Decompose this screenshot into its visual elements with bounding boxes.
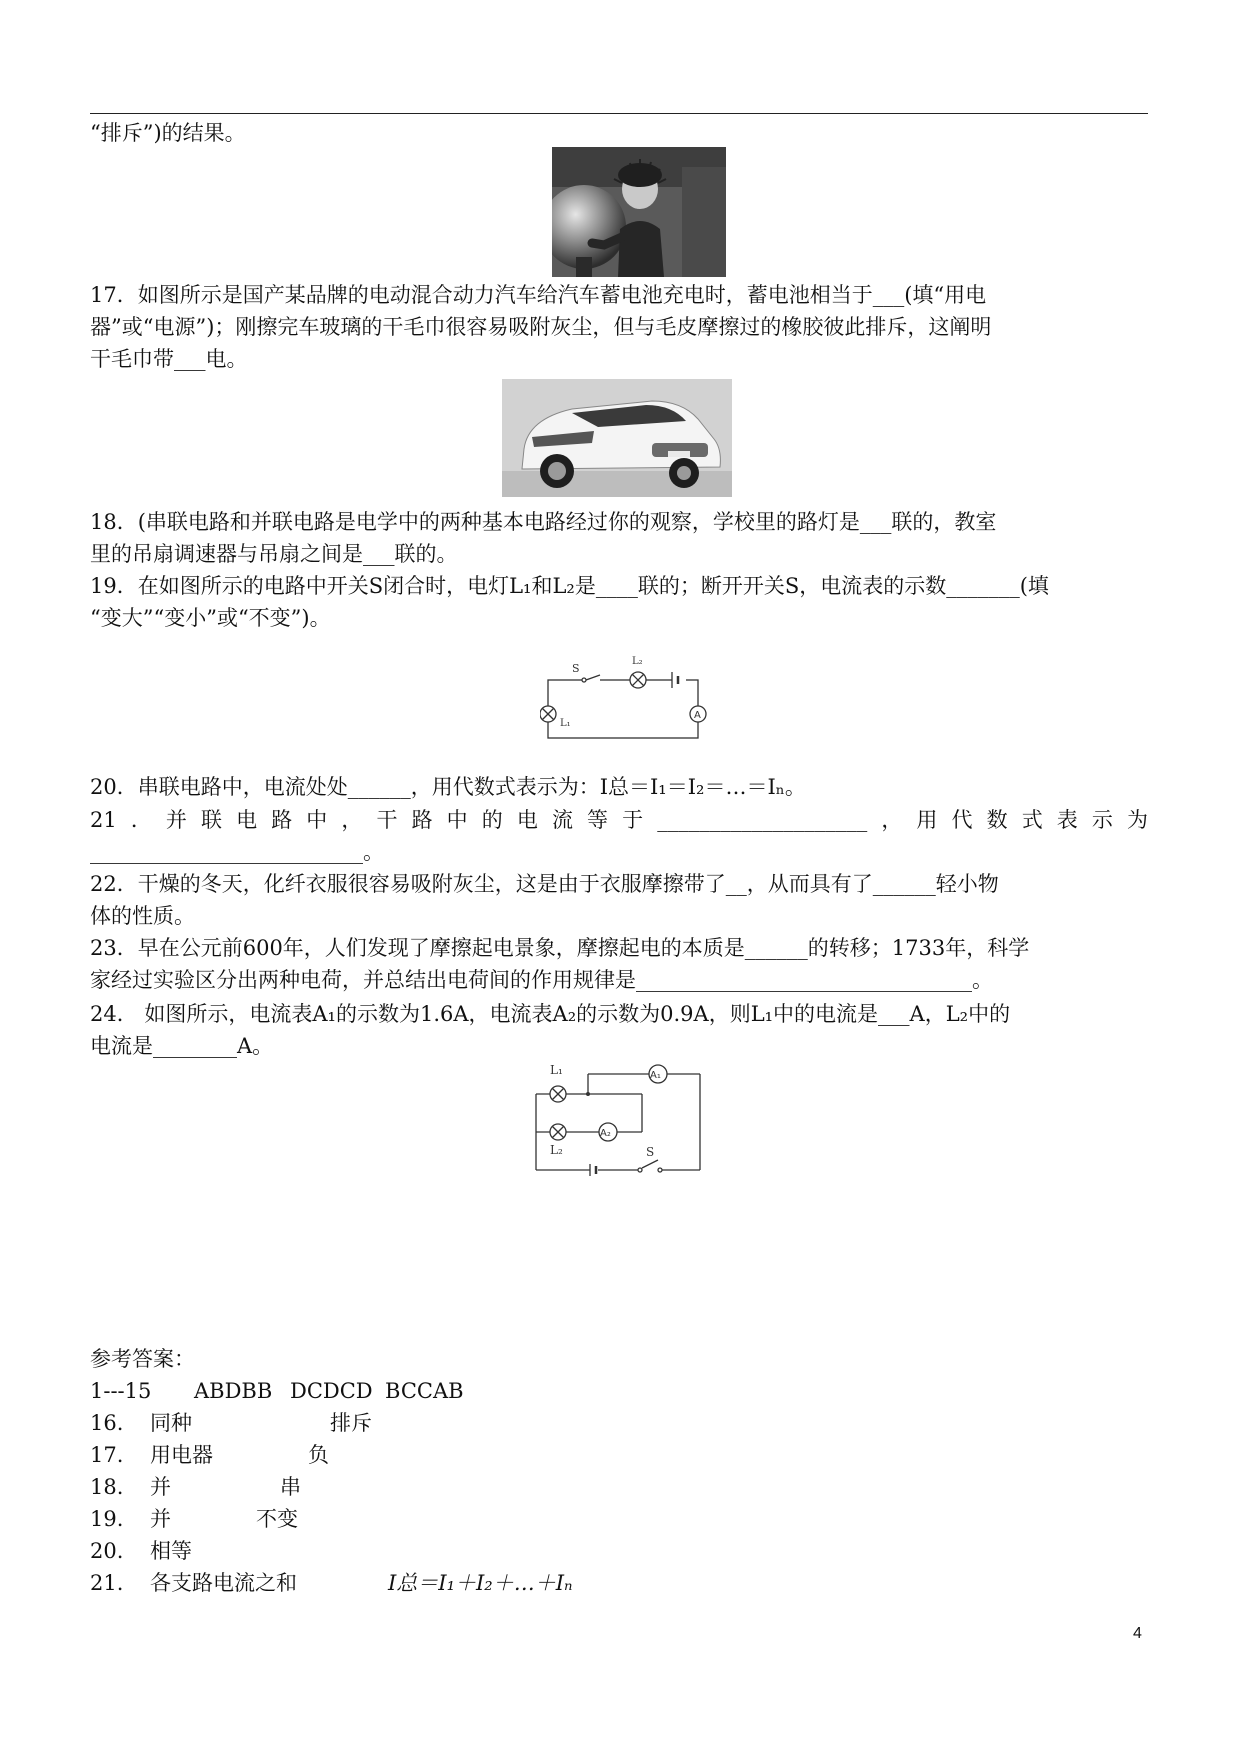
answer-num: 20. [90, 1539, 124, 1563]
answer-num: 17. [90, 1443, 124, 1467]
circuit2-l2-label: L₂ [550, 1143, 563, 1157]
answer-a: 相等 [150, 1539, 192, 1563]
answer-b: 排斥 [330, 1411, 372, 1435]
circuit2-switch-label: S [646, 1145, 655, 1159]
q21-line2: __________________________。 [90, 840, 384, 864]
hybrid-car-photo [502, 379, 732, 497]
choice-label: 1---15 [90, 1379, 152, 1403]
q24-line2: 电流是________A。 [90, 1034, 274, 1058]
answer-b: I总＝I₁＋I₂＋…＋Iₙ [388, 1571, 573, 1595]
answer-a: 并 [150, 1475, 171, 1499]
q20: 20．串联电路中，电流处处______，用代数式表示为：I总＝I₁＝I₂＝…＝Iₙ。 [90, 775, 806, 799]
circuit1-switch-label: S [572, 662, 580, 675]
q22-line1: 22．干燥的冬天，化纤衣服很容易吸附灰尘，这是由于衣服摩擦带了__，从而具有了______轻小物 [90, 872, 999, 896]
answer-a: 用电器 [150, 1443, 213, 1467]
answer-num: 18. [90, 1475, 124, 1499]
van-de-graaff-photo [552, 147, 726, 277]
q18-line2: 里的吊扇调速器与吊扇之间是___联的。 [90, 542, 458, 566]
choice-group: ABDBB [194, 1379, 273, 1403]
q24-line1: 24． 如图所示，电流表A₁的示数为1.6A，电流表A₂的示数为0.9A，则L₁中的电流是___A，L₂中的 [90, 1002, 1011, 1026]
answer-b: 负 [308, 1443, 329, 1467]
answer-num: 16. [90, 1411, 124, 1435]
header-rule [90, 113, 1148, 114]
circuit-diagram-q19 [540, 650, 710, 750]
q16-tail: “排斥”)的结果。 [90, 121, 246, 145]
answer-b: 不变 [256, 1507, 298, 1531]
circuit2-a1-label: A₁ [650, 1070, 661, 1081]
circuit2-l1-label: L₁ [550, 1063, 563, 1077]
page-number: 4 [1133, 1625, 1142, 1642]
q17-line2: 器”或“电源”)；刚擦完车玻璃的干毛巾很容易吸附灰尘，但与毛皮摩擦过的橡胶彼此排斥，这阐明 [90, 315, 992, 339]
q17-line1: 17．如图所示是国产某品牌的电动混合动力汽车给汽车蓄电池充电时，蓄电池相当于___(填“用电 [90, 283, 987, 307]
q21-line1: 21．并联电路中，干路中的电流等于____________________，用代数式表示为 [90, 808, 1148, 832]
answer-a: 同种 [150, 1411, 192, 1435]
circuit1-l1-label: L₁ [560, 718, 571, 729]
answer-a: 各支路电流之和 [150, 1571, 297, 1595]
choice-group: BCCAB [385, 1379, 464, 1403]
q19-line2: “变大”“变小”或“不变”)。 [90, 606, 331, 630]
circuit2-a2-label: A₂ [600, 1128, 611, 1139]
q23-line2: 家经过实验区分出两种电荷，并总结出电荷间的作用规律是________________________________。 [90, 968, 993, 992]
circuit-diagram-q24 [530, 1062, 710, 1180]
answer-num: 19. [90, 1507, 124, 1531]
answer-num: 21. [90, 1571, 124, 1595]
answer-b: 串 [280, 1475, 301, 1499]
circuit1-ammeter-label: A [694, 710, 701, 721]
q23-line1: 23．早在公元前600年，人们发现了摩擦起电景象，摩擦起电的本质是______的转移；1733年，科学 [90, 936, 1030, 960]
q19-line1: 19．在如图所示的电路中开关S闭合时，电灯L₁和L₂是____联的；断开开关S，电流表的示数_______(填 [90, 574, 1049, 598]
q22-line2: 体的性质。 [90, 904, 195, 928]
circuit1-l2-label: L₂ [632, 656, 643, 667]
answers-title: 参考答案： [90, 1347, 195, 1371]
q18-line1: 18．(串联电路和并联电路是电学中的两种基本电路经过你的观察，学校里的路灯是___联的，教室 [90, 510, 997, 534]
q17-line3: 干毛巾带___电。 [90, 347, 248, 371]
answer-a: 并 [150, 1507, 171, 1531]
choice-group: DCDCD [290, 1379, 373, 1403]
